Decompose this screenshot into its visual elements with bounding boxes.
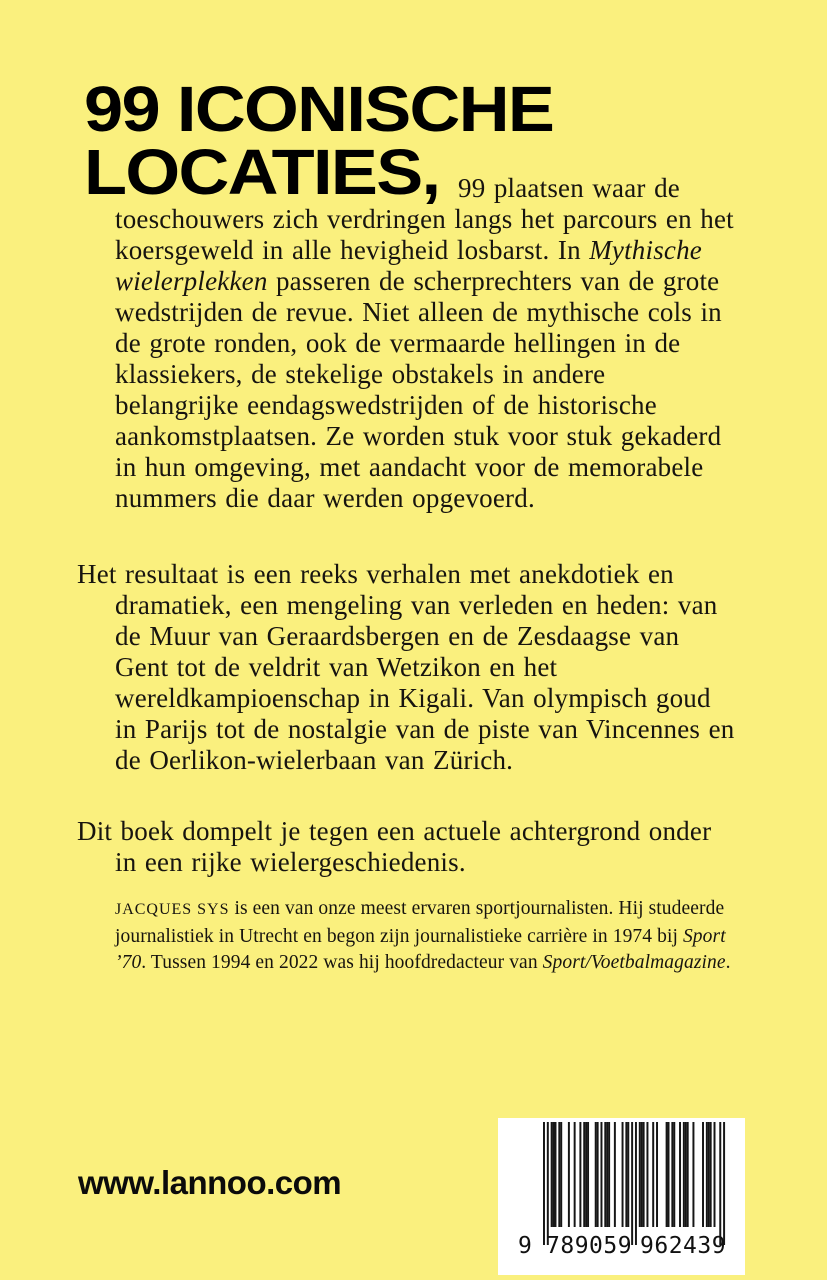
text-segment-italic: Mythische wielerplekken [115, 235, 702, 296]
text-segment: Het resultaat is een reeks verhalen met anekdotiek en dramatiek, een mengeling van verleden en heden: van de Muur van Geraardsbergen en de Zesdaagse van Gent tot de veldrit van Wetzikon en het wereldkampioenschap in Kigali. Van olympisch goud in Parijs tot de nostalgie van de piste van Vincennes en de Oerlikon-wielerbaan van Zürich. [77, 559, 735, 775]
blurb-column [77, 173, 737, 977]
isbn-digit-group: 9 [518, 1233, 533, 1259]
text-segment-italic: Sport ’70 [115, 925, 726, 973]
ean13-barcode [498, 1118, 745, 1275]
text-segment: . Tussen 1994 en 2022 was hij hoofdredacteur van [141, 952, 543, 973]
isbn-digit-group: 789059 [546, 1233, 633, 1259]
text-segment: Dit boek dompelt je tegen een actuele achtergrond onder in een rijke wielergeschiedenis. [77, 816, 712, 877]
text-segment-italic: Sport/Voetbalmagazine [542, 952, 726, 973]
publisher-website: www.lannoo.com [78, 1164, 342, 1201]
text-segment-smallcaps: JACQUES SYS [115, 901, 230, 918]
isbn-digit-group: 962439 [640, 1233, 727, 1259]
barcode-panel [498, 1118, 745, 1275]
text-segment: is een van onze meest ervaren sportjournalisten. Hij studeerde journalistiek in Utrecht en begon zijn journalistieke carrière in 1974 bij [115, 898, 725, 947]
blurb-paragraph-3 [77, 816, 737, 878]
headline-line-1: 99 ICONISCHE [84, 73, 554, 145]
text-segment: . [725, 952, 731, 973]
author-bio [115, 896, 737, 977]
blurb-paragraph-1 [77, 173, 737, 514]
text-segment: 99 plaatsen waar de toeschouwers zich verdringen langs het parcours en het koersgeweld in alle hevigheid losbarst. In [115, 173, 734, 265]
text-segment: passeren de scherprechters van de grote wedstrijden de revue. Niet alleen de mythische cols in de grote ronden, ook de vermaarde hellingen in de klassiekers, de stekelige obstakels in andere belangrijke eendagswedstrijden of de historische aankomstplaatsen. Ze worden stuk voor stuk gekaderd in hun omgeving, met aandacht voor de memorabele nummers die daar werden opgevoerd. [115, 266, 722, 513]
blurb-paragraph-2 [77, 559, 737, 776]
headline-line-2: LOCATIES, [84, 136, 440, 208]
